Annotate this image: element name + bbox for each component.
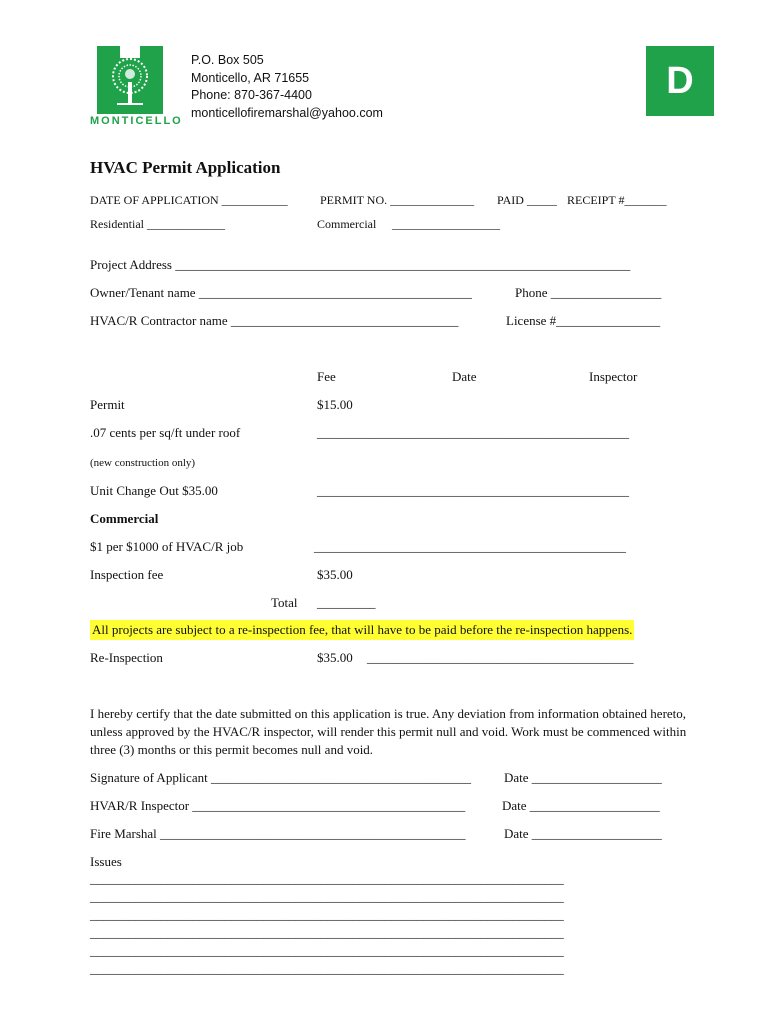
commercial-label: Commercial — [317, 217, 377, 231]
total-label: Total — [271, 595, 298, 610]
page-title: HVAC Permit Application — [90, 158, 281, 177]
applicant-signature-field[interactable]: Signature of Applicant ________________________________________ — [90, 770, 471, 785]
form-badge: D — [646, 46, 714, 116]
residential-field[interactable]: Residential _____________ — [90, 217, 225, 231]
issues-line[interactable]: __________________________________________________________________________ — [90, 889, 564, 904]
contact-line: P.O. Box 505 — [191, 53, 264, 67]
commercial-field[interactable]: __________________ — [392, 217, 500, 231]
issues-line[interactable]: __________________________________________________________________________ — [90, 961, 564, 976]
per1000-line[interactable]: ________________________________________________ — [314, 539, 626, 554]
fee-header: Fee — [317, 369, 336, 384]
inspection-fee-label: Inspection fee — [90, 567, 164, 582]
paid-field[interactable]: PAID _____ — [497, 193, 557, 207]
new-construction-note: (new construction only) — [90, 457, 196, 469]
fire-marshal-signature-field[interactable]: Fire Marshal _______________________________________________ — [90, 826, 466, 841]
reinspection-line[interactable]: _________________________________________ — [367, 650, 634, 665]
contact-line: Phone: 870-367-4400 — [191, 88, 312, 102]
logo-notch — [120, 46, 140, 58]
commercial-heading: Commercial — [90, 511, 159, 526]
issues-label: Issues — [90, 854, 122, 869]
sqft-label: .07 cents per sq/ft under roof — [90, 425, 241, 440]
date-header: Date — [452, 369, 477, 384]
receipt-field[interactable]: RECEIPT #_______ — [567, 193, 667, 207]
total-line[interactable]: _________ — [317, 595, 376, 610]
unit-change-line[interactable]: ________________________________________________ — [317, 483, 629, 498]
contact-line: Monticello, AR 71655 — [191, 71, 310, 85]
inspector-date-field[interactable]: Date ____________________ — [502, 798, 660, 813]
issues-line[interactable]: __________________________________________________________________________ — [90, 925, 564, 940]
sqft-line[interactable]: ________________________________________________ — [317, 425, 629, 440]
permit-fee: $15.00 — [317, 397, 353, 412]
inspector-signature-field[interactable]: HVAR/R Inspector __________________________________________ — [90, 798, 466, 813]
owner-phone-field[interactable]: Phone _________________ — [515, 285, 662, 300]
fire-marshal-date-field[interactable]: Date ____________________ — [504, 826, 662, 841]
inspector-header: Inspector — [589, 369, 638, 384]
reinspection-label: Re-Inspection — [90, 650, 163, 665]
per1000-label: $1 per $1000 of HVAC/R job — [90, 539, 244, 554]
owner-tenant-field[interactable]: Owner/Tenant name __________________________________________ — [90, 285, 472, 300]
permit-label: Permit — [90, 397, 125, 412]
reinspection-fee: $35.00 — [317, 650, 353, 665]
issues-line[interactable]: __________________________________________________________________________ — [90, 907, 564, 922]
reinspection-notice: All projects are subject to a re-inspection fee, that will have to be paid before the re-inspection happens. — [90, 620, 634, 640]
issues-line[interactable]: __________________________________________________________________________ — [90, 871, 564, 886]
permit-no-field[interactable]: PERMIT NO. ______________ — [320, 193, 475, 207]
contractor-field[interactable]: HVAC/R Contractor name ___________________________________ — [90, 313, 459, 328]
unit-change-label: Unit Change Out $35.00 — [90, 483, 218, 498]
project-address-field[interactable]: Project Address ______________________________________________________________________ — [90, 257, 631, 272]
contact-line: monticellofiremarshal@yahoo.com — [191, 106, 383, 120]
issues-line[interactable]: __________________________________________________________________________ — [90, 943, 564, 958]
applicant-date-field[interactable]: Date ____________________ — [504, 770, 662, 785]
date-of-application-field[interactable]: DATE OF APPLICATION ___________ — [90, 193, 288, 207]
certification-text: I hereby certify that the date submitted on this application is true. Any deviation from information obtained hereto, unless approved by the HVAC/R inspector, will render this permit null and void. Work must be commenced within three (3) months or this permit becomes null and void. — [90, 706, 687, 757]
license-field[interactable]: License #________________ — [506, 313, 661, 328]
logo-wordmark: MONTICELLO — [90, 115, 183, 127]
inspection-fee: $35.00 — [317, 567, 353, 582]
